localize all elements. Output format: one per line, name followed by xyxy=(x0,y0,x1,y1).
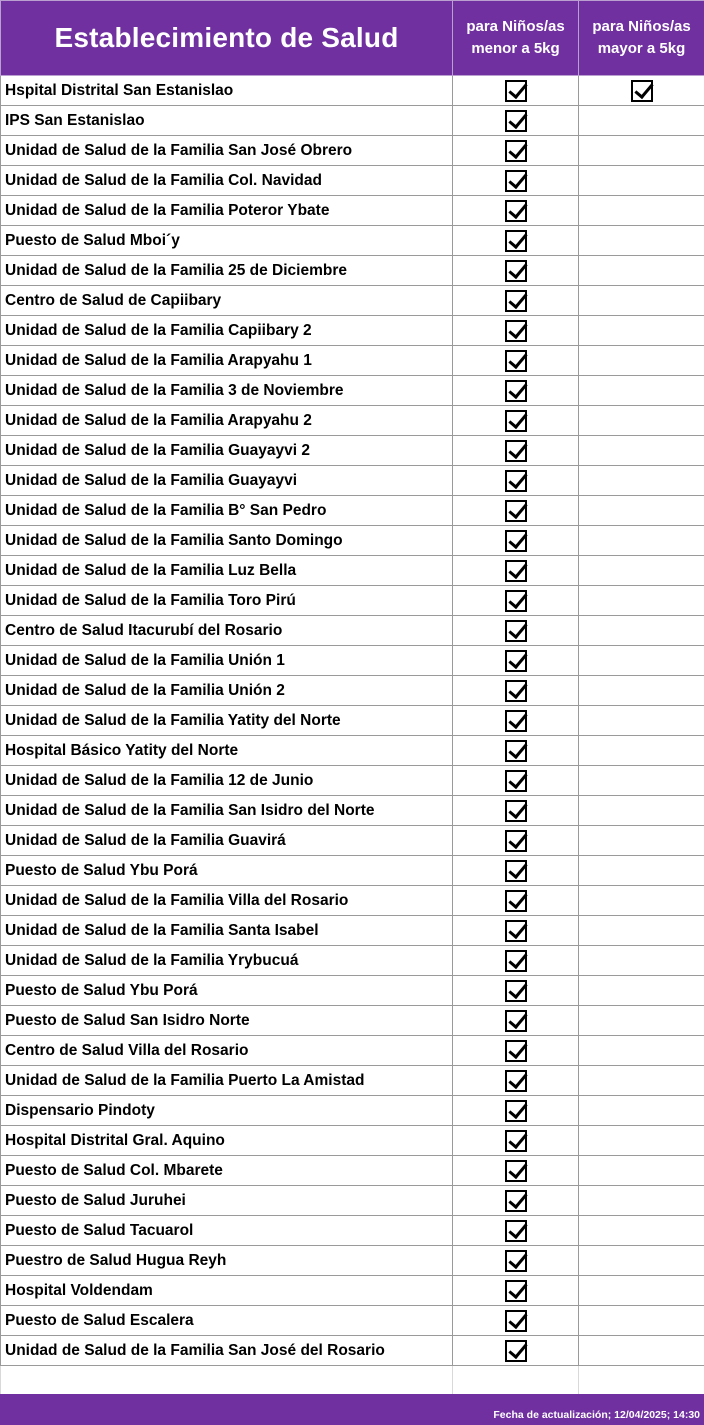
table-row xyxy=(1,406,704,436)
check-icon xyxy=(505,1070,527,1092)
check-icon xyxy=(505,710,527,732)
table-row xyxy=(1,826,704,856)
cell-under-5kg xyxy=(453,1126,579,1156)
check-icon xyxy=(505,530,527,552)
facility-name: Unidad de Salud de la Familia Toro Pirú xyxy=(1,586,453,616)
table-row xyxy=(1,1216,704,1246)
cell-over-5kg xyxy=(579,286,704,316)
facility-name: IPS San Estanislao xyxy=(1,106,453,136)
table-row xyxy=(1,1066,704,1096)
facility-name: Centro de Salud de Capiibary xyxy=(1,286,453,316)
table-row xyxy=(1,1006,704,1036)
table-body xyxy=(1,76,704,1395)
table-row xyxy=(1,1306,704,1336)
cell-over-5kg xyxy=(579,616,704,646)
check-icon xyxy=(505,680,527,702)
table-row xyxy=(1,436,704,466)
cell-over-5kg xyxy=(579,856,704,886)
facility-name: Unidad de Salud de la Familia Yatity del Norte xyxy=(1,706,453,736)
check-icon xyxy=(505,290,527,312)
cell-under-5kg xyxy=(453,106,579,136)
facility-name: Unidad de Salud de la Familia Yrybucuá xyxy=(1,946,453,976)
table-row xyxy=(1,136,704,166)
check-icon xyxy=(505,650,527,672)
facility-name: Unidad de Salud de la Familia Puerto La Amistad xyxy=(1,1066,453,1096)
table-row xyxy=(1,466,704,496)
check-icon xyxy=(505,230,527,252)
cell-under-5kg xyxy=(453,886,579,916)
cell-under-5kg xyxy=(453,916,579,946)
check-icon xyxy=(505,1040,527,1062)
cell-under-5kg xyxy=(453,556,579,586)
cell-under-5kg xyxy=(453,316,579,346)
cell-over-5kg xyxy=(579,76,704,106)
table-row xyxy=(1,496,704,526)
cell-over-5kg xyxy=(579,1276,704,1306)
check-icon xyxy=(631,80,653,102)
cell-under-5kg xyxy=(453,826,579,856)
check-icon xyxy=(505,1130,527,1152)
table-row xyxy=(1,76,704,106)
cell-under-5kg xyxy=(453,736,579,766)
check-icon xyxy=(505,410,527,432)
check-icon xyxy=(505,950,527,972)
cell-over-5kg xyxy=(579,796,704,826)
check-icon xyxy=(505,1310,527,1332)
cell-over-5kg xyxy=(579,1186,704,1216)
table-row xyxy=(1,706,704,736)
facility-name: Puesto de Salud Mboi´y xyxy=(1,226,453,256)
facility-name: Unidad de Salud de la Familia San Isidro del Norte xyxy=(1,796,453,826)
cell-under-5kg xyxy=(453,136,579,166)
cell-under-5kg xyxy=(453,526,579,556)
check-icon xyxy=(505,500,527,522)
check-icon xyxy=(505,1280,527,1302)
cell-over-5kg xyxy=(579,316,704,346)
table-row xyxy=(1,946,704,976)
check-icon xyxy=(505,890,527,912)
table-row xyxy=(1,256,704,286)
cell-over-5kg xyxy=(579,1036,704,1066)
cell-under-5kg xyxy=(453,1156,579,1186)
cell-under-5kg xyxy=(453,1306,579,1336)
cell-over-5kg xyxy=(579,916,704,946)
check-icon xyxy=(505,380,527,402)
check-icon xyxy=(505,980,527,1002)
table-row xyxy=(1,796,704,826)
check-icon xyxy=(505,860,527,882)
check-icon xyxy=(505,110,527,132)
facility-name: Dispensario Pindoty xyxy=(1,1096,453,1126)
facility-name: Puesto de Salud Ybu Porá xyxy=(1,976,453,1006)
table-row xyxy=(1,1096,704,1126)
table-row xyxy=(1,166,704,196)
cell-under-5kg xyxy=(453,76,579,106)
check-icon xyxy=(505,170,527,192)
cell-over-5kg xyxy=(579,496,704,526)
cell-under-5kg xyxy=(453,706,579,736)
table-row xyxy=(1,766,704,796)
table-row xyxy=(1,976,704,1006)
facility-name: Unidad de Salud de la Familia 3 de Noviembre xyxy=(1,376,453,406)
cell-over-5kg xyxy=(579,526,704,556)
cell-under-5kg xyxy=(453,256,579,286)
facility-name: Centro de Salud Villa del Rosario xyxy=(1,1036,453,1066)
facility-name: Puesto de Salud Tacuarol xyxy=(1,1216,453,1246)
table-row xyxy=(1,526,704,556)
cell-under-5kg xyxy=(453,946,579,976)
cell-over-5kg xyxy=(579,736,704,766)
check-icon xyxy=(505,260,527,282)
table-row xyxy=(1,316,704,346)
cell-under-5kg xyxy=(453,466,579,496)
check-icon xyxy=(505,350,527,372)
cell-over-5kg xyxy=(579,556,704,586)
check-icon xyxy=(505,740,527,762)
cell-under-5kg xyxy=(453,196,579,226)
facility-name: Unidad de Salud de la Familia Villa del Rosario xyxy=(1,886,453,916)
table-row xyxy=(1,106,704,136)
cell-over-5kg xyxy=(579,1336,704,1366)
table-row xyxy=(1,1036,704,1066)
cell-under-5kg xyxy=(453,346,579,376)
cell-over-5kg xyxy=(579,1156,704,1186)
table-row xyxy=(1,1276,704,1306)
facility-name: Puestro de Salud Hugua Reyh xyxy=(1,1246,453,1276)
cell-over-5kg xyxy=(579,436,704,466)
facility-name: Puesto de Salud Juruhei xyxy=(1,1186,453,1216)
footer-bar xyxy=(0,1394,704,1425)
facility-name: Unidad de Salud de la Familia Poteror Ybate xyxy=(1,196,453,226)
facility-name: Hospital Básico Yatity del Norte xyxy=(1,736,453,766)
cell-under-5kg xyxy=(453,436,579,466)
check-icon xyxy=(505,140,527,162)
empty-cell xyxy=(1,1366,453,1395)
facility-name: Unidad de Salud de la Familia Unión 1 xyxy=(1,646,453,676)
cell-under-5kg xyxy=(453,586,579,616)
table-row xyxy=(1,346,704,376)
facility-name: Unidad de Salud de la Familia 25 de Diciembre xyxy=(1,256,453,286)
check-icon xyxy=(505,1250,527,1272)
table-row xyxy=(1,286,704,316)
facility-name: Puesto de Salud Col. Mbarete xyxy=(1,1156,453,1186)
facility-name: Unidad de Salud de la Familia Guavirá xyxy=(1,826,453,856)
facility-name: Unidad de Salud de la Familia Guayayvi 2 xyxy=(1,436,453,466)
table-row xyxy=(1,676,704,706)
cell-over-5kg xyxy=(579,196,704,226)
table-row xyxy=(1,556,704,586)
cell-over-5kg xyxy=(579,586,704,616)
table-row xyxy=(1,586,704,616)
table-row xyxy=(1,616,704,646)
cell-under-5kg xyxy=(453,616,579,646)
cell-over-5kg xyxy=(579,1216,704,1246)
cell-under-5kg xyxy=(453,1216,579,1246)
facility-name: Unidad de Salud de la Familia San José del Rosario xyxy=(1,1336,453,1366)
cell-under-5kg xyxy=(453,226,579,256)
cell-over-5kg xyxy=(579,406,704,436)
cell-under-5kg xyxy=(453,406,579,436)
cell-under-5kg xyxy=(453,646,579,676)
header-row xyxy=(1,1,704,76)
facility-name: Puesto de Salud Escalera xyxy=(1,1306,453,1336)
check-icon xyxy=(505,1010,527,1032)
facility-name: Hospital Voldendam xyxy=(1,1276,453,1306)
table-row xyxy=(1,1126,704,1156)
cell-over-5kg xyxy=(579,136,704,166)
table-row xyxy=(1,196,704,226)
facility-name: Unidad de Salud de la Familia 12 de Junio xyxy=(1,766,453,796)
facility-name: Unidad de Salud de la Familia Santa Isabel xyxy=(1,916,453,946)
check-icon xyxy=(505,200,527,222)
facility-name: Unidad de Salud de la Familia San José Obrero xyxy=(1,136,453,166)
facility-name: Hspital Distrital San Estanislao xyxy=(1,76,453,106)
facility-name: Unidad de Salud de la Familia Guayayvi xyxy=(1,466,453,496)
cell-under-5kg xyxy=(453,1186,579,1216)
table-row xyxy=(1,886,704,916)
cell-under-5kg xyxy=(453,496,579,526)
facility-name: Puesto de Salud Ybu Porá xyxy=(1,856,453,886)
cell-over-5kg xyxy=(579,346,704,376)
header-establishment: Establecimiento de Salud xyxy=(1,1,453,76)
check-icon xyxy=(505,1340,527,1362)
facility-name: Unidad de Salud de la Familia Capiibary 2 xyxy=(1,316,453,346)
table-row xyxy=(1,856,704,886)
empty-row xyxy=(1,1366,704,1395)
cell-under-5kg xyxy=(453,856,579,886)
cell-under-5kg xyxy=(453,1336,579,1366)
facility-name: Puesto de Salud San Isidro Norte xyxy=(1,1006,453,1036)
check-icon xyxy=(505,470,527,492)
check-icon xyxy=(505,770,527,792)
check-icon xyxy=(505,440,527,462)
header-over-5kg: para Niños/as mayor a 5kg xyxy=(579,1,704,76)
cell-under-5kg xyxy=(453,286,579,316)
check-icon xyxy=(505,920,527,942)
cell-under-5kg xyxy=(453,1246,579,1276)
check-icon xyxy=(505,590,527,612)
cell-over-5kg xyxy=(579,946,704,976)
cell-under-5kg xyxy=(453,676,579,706)
cell-over-5kg xyxy=(579,1096,704,1126)
facility-name: Unidad de Salud de la Familia B° San Pedro xyxy=(1,496,453,526)
check-icon xyxy=(505,830,527,852)
cell-over-5kg xyxy=(579,1126,704,1156)
table-row xyxy=(1,226,704,256)
cell-under-5kg xyxy=(453,1066,579,1096)
cell-over-5kg xyxy=(579,766,704,796)
cell-under-5kg xyxy=(453,976,579,1006)
facility-name: Hospital Distrital Gral. Aquino xyxy=(1,1126,453,1156)
facility-name: Unidad de Salud de la Familia Arapyahu 2 xyxy=(1,406,453,436)
header-under-5kg: para Niños/as menor a 5kg xyxy=(453,1,579,76)
empty-cell xyxy=(453,1366,579,1395)
cell-over-5kg xyxy=(579,646,704,676)
table-row xyxy=(1,736,704,766)
facility-name: Unidad de Salud de la Familia Col. Navidad xyxy=(1,166,453,196)
check-icon xyxy=(505,1100,527,1122)
cell-under-5kg xyxy=(453,1036,579,1066)
cell-over-5kg xyxy=(579,1066,704,1096)
check-icon xyxy=(505,620,527,642)
cell-over-5kg xyxy=(579,466,704,496)
table-row xyxy=(1,1336,704,1366)
check-icon xyxy=(505,320,527,342)
facility-name: Unidad de Salud de la Familia Santo Domingo xyxy=(1,526,453,556)
table-row xyxy=(1,376,704,406)
facility-name: Centro de Salud Itacurubí del Rosario xyxy=(1,616,453,646)
cell-under-5kg xyxy=(453,796,579,826)
empty-cell xyxy=(579,1366,704,1395)
cell-under-5kg xyxy=(453,1096,579,1126)
check-icon xyxy=(505,1220,527,1242)
cell-over-5kg xyxy=(579,376,704,406)
facility-name: Unidad de Salud de la Familia Unión 2 xyxy=(1,676,453,706)
table-row xyxy=(1,1246,704,1276)
cell-under-5kg xyxy=(453,376,579,406)
facility-name: Unidad de Salud de la Familia Luz Bella xyxy=(1,556,453,586)
update-date: Fecha de actualización; 12/04/2025; 14:30 xyxy=(493,1409,700,1421)
cell-over-5kg xyxy=(579,826,704,856)
cell-over-5kg xyxy=(579,676,704,706)
check-icon xyxy=(505,800,527,822)
cell-under-5kg xyxy=(453,1006,579,1036)
check-icon xyxy=(505,560,527,582)
table-row xyxy=(1,646,704,676)
cell-over-5kg xyxy=(579,1006,704,1036)
facility-name: Unidad de Salud de la Familia Arapyahu 1 xyxy=(1,346,453,376)
table-row xyxy=(1,1156,704,1186)
check-icon xyxy=(505,80,527,102)
check-icon xyxy=(505,1160,527,1182)
check-icon xyxy=(505,1190,527,1212)
table-row xyxy=(1,1186,704,1216)
cell-under-5kg xyxy=(453,1276,579,1306)
cell-over-5kg xyxy=(579,706,704,736)
cell-over-5kg xyxy=(579,1246,704,1276)
cell-over-5kg xyxy=(579,1306,704,1336)
cell-under-5kg xyxy=(453,766,579,796)
cell-over-5kg xyxy=(579,886,704,916)
cell-over-5kg xyxy=(579,976,704,1006)
cell-over-5kg xyxy=(579,226,704,256)
table-row xyxy=(1,916,704,946)
cell-over-5kg xyxy=(579,106,704,136)
cell-over-5kg xyxy=(579,166,704,196)
cell-under-5kg xyxy=(453,166,579,196)
cell-over-5kg xyxy=(579,256,704,286)
